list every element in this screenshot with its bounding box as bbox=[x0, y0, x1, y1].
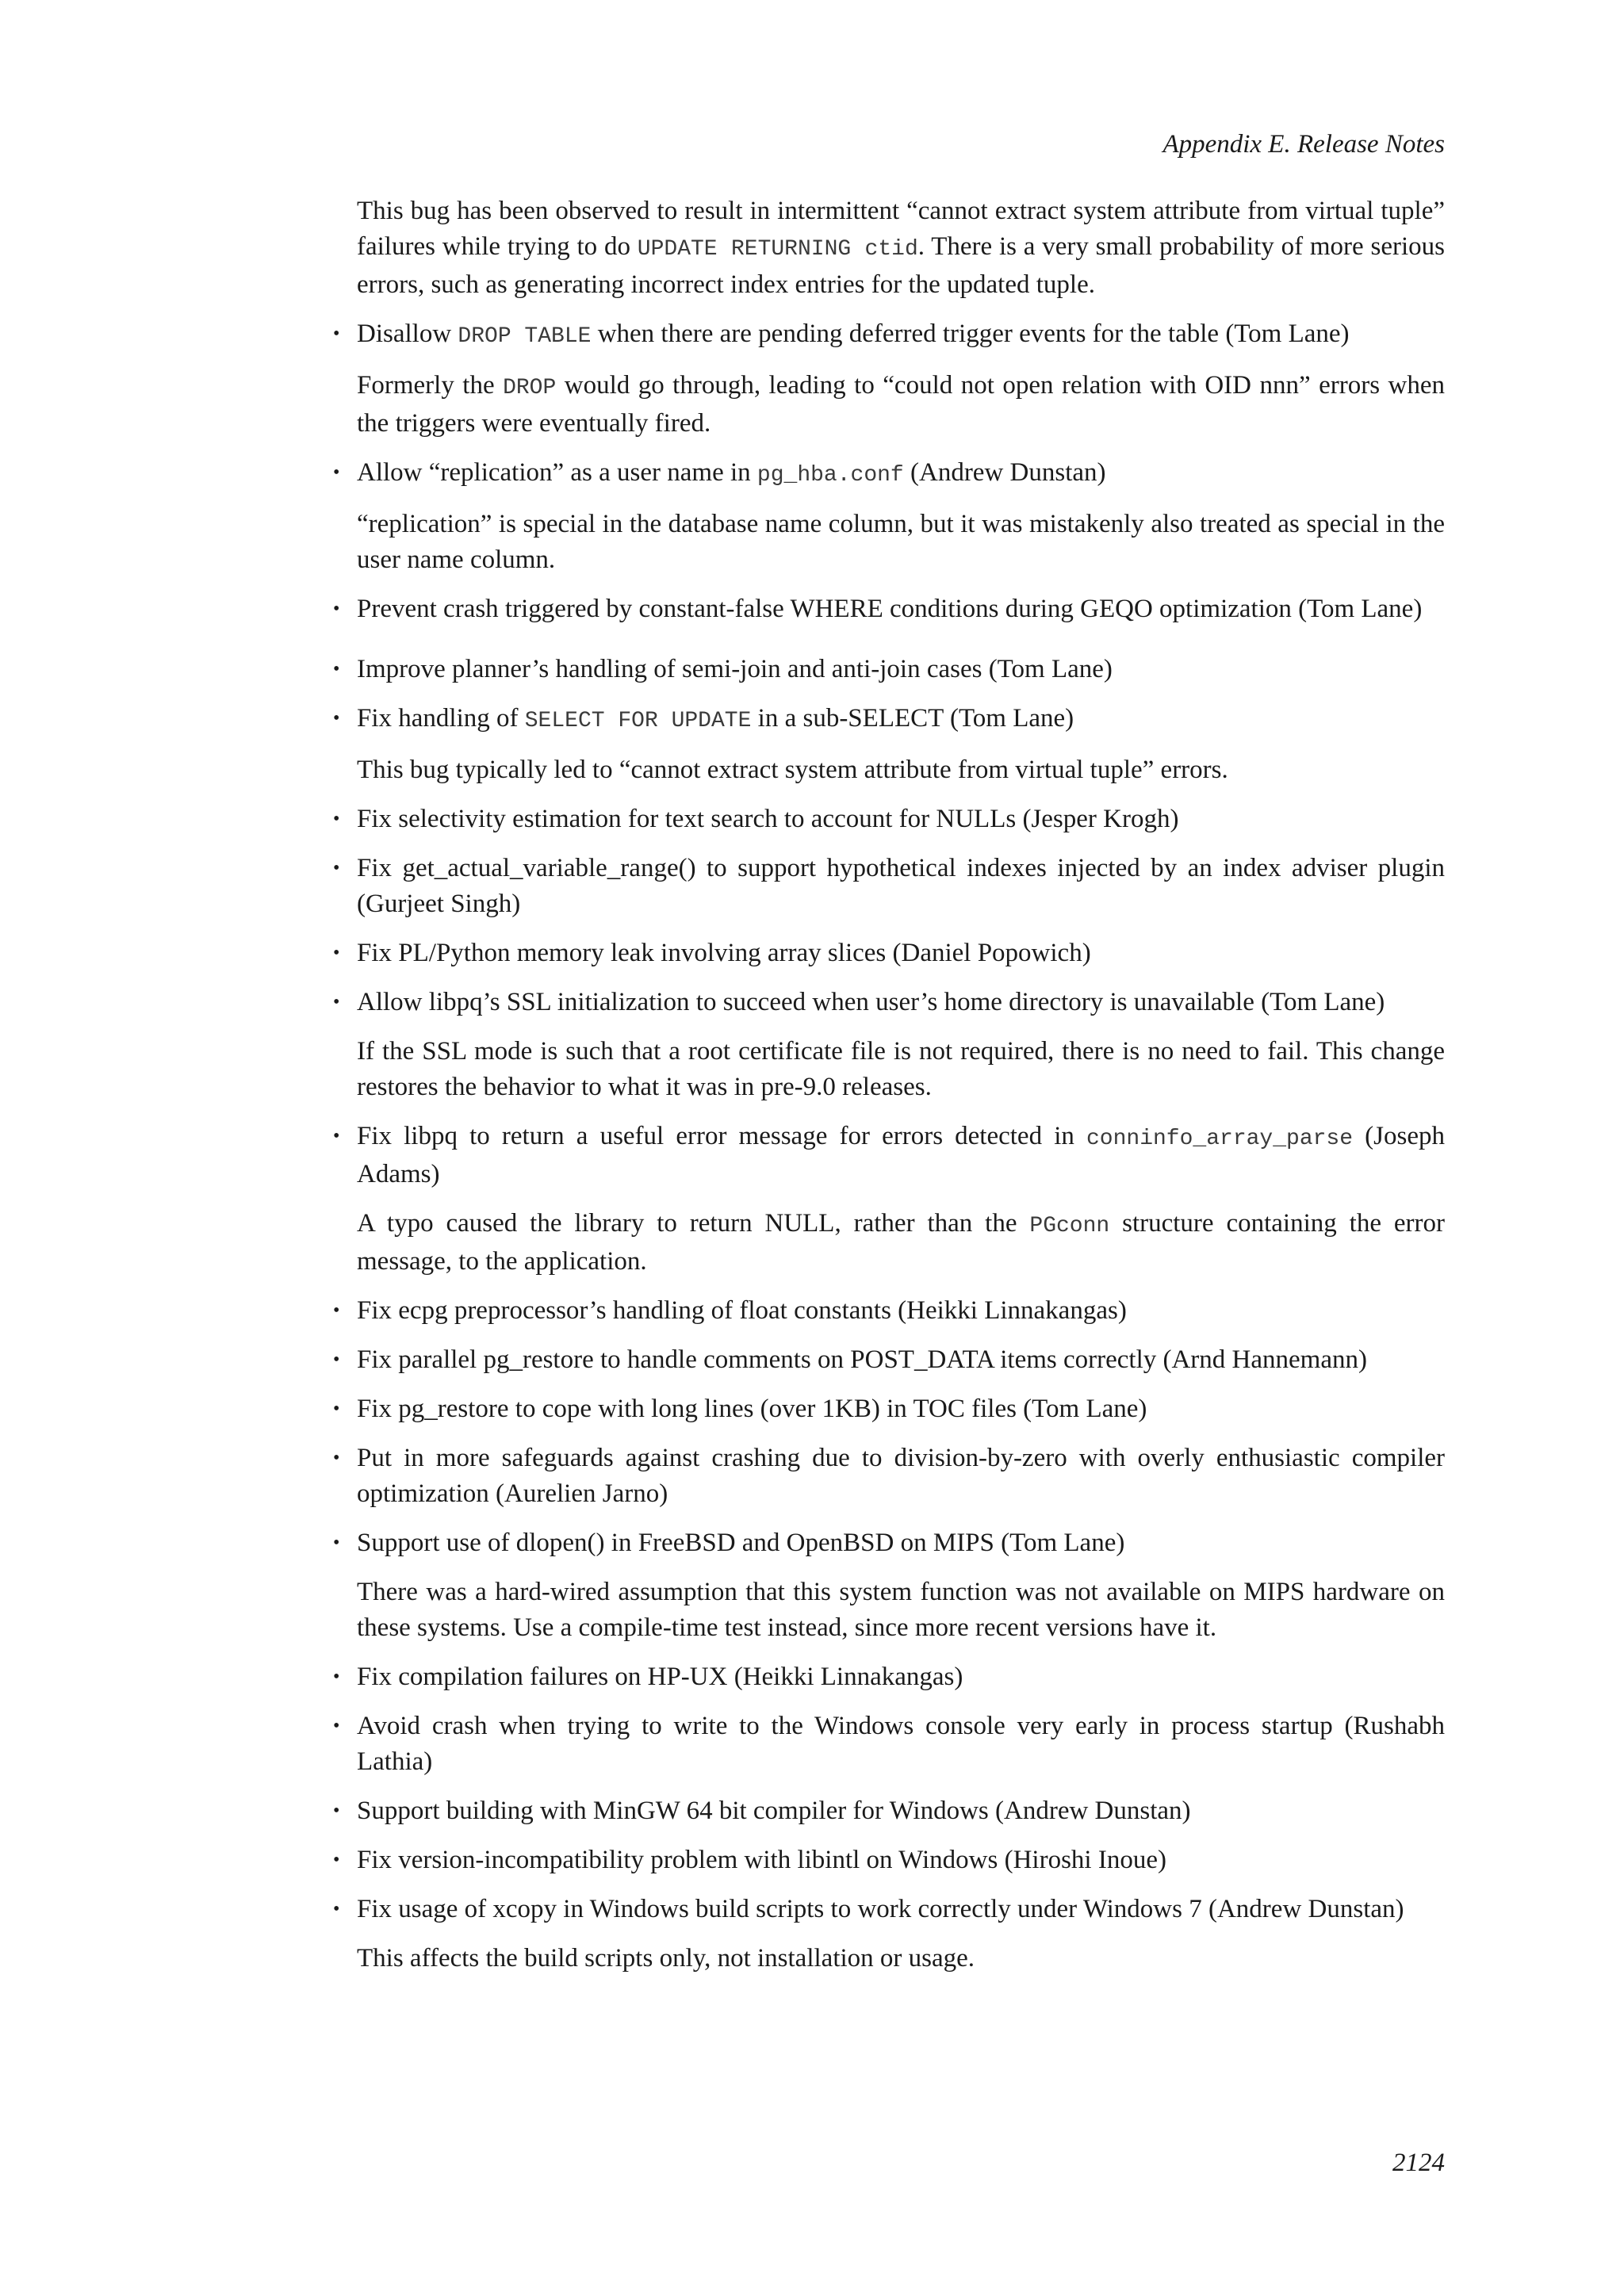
bullet: • bbox=[333, 943, 340, 963]
item-title: Prevent crash triggered by constant-false WHERE conditions during GEQO optimization (Tom Lane) bbox=[357, 595, 1423, 623]
page-content bbox=[333, 193, 1445, 1990]
text-span: (Andrew Dunstan) bbox=[903, 458, 1106, 487]
item-description bbox=[357, 1206, 1445, 1280]
bullet: • bbox=[333, 1800, 340, 1821]
bullet: • bbox=[333, 708, 340, 729]
text-span: in a sub-SELECT (Tom Lane) bbox=[751, 704, 1074, 733]
list-item bbox=[333, 802, 1445, 837]
list-item bbox=[333, 1892, 1445, 1976]
list-item bbox=[333, 851, 1445, 922]
text-span: Disallow bbox=[357, 320, 458, 348]
list-item bbox=[333, 985, 1445, 1105]
bullet: • bbox=[333, 1399, 340, 1419]
list-item bbox=[333, 1119, 1445, 1280]
item-description: “replication” is special in the database name column, but it was mistakenly also treated as special in the user name column. bbox=[357, 510, 1445, 574]
item-title: Fix PL/Python memory leak involving array slices (Daniel Popowich) bbox=[357, 939, 1091, 967]
bullet: • bbox=[333, 992, 340, 1012]
item-title: Fix ecpg preprocessor’s handling of float constants (Heikki Linnakangas) bbox=[357, 1296, 1127, 1325]
item-title: Support use of dlopen() in FreeBSD and OpenBSD on MIPS (Tom Lane) bbox=[357, 1529, 1125, 1557]
item-title: Fix selectivity estimation for text search to account for NULLs (Jesper Krogh) bbox=[357, 805, 1179, 833]
text-span: A typo caused the library to return NULL, rather than the bbox=[357, 1209, 1030, 1238]
item-description: This affects the build scripts only, not installation or usage. bbox=[357, 1944, 975, 1973]
item-title: Fix get_actual_variable_range() to support hypothetical indexes injected by an index adviser plugin (Gurjeet Singh) bbox=[357, 854, 1445, 918]
list-item bbox=[333, 652, 1445, 687]
bullet: • bbox=[333, 659, 340, 679]
list-item bbox=[333, 591, 1445, 652]
text-span: Allow “replication” as a user name in bbox=[357, 458, 757, 487]
item-title: Avoid crash when trying to write to the Windows console very early in process startup (Rushabh Lathia) bbox=[357, 1712, 1445, 1776]
text-span: Fix libpq to return a useful error message for errors detected in bbox=[357, 1122, 1086, 1150]
text-span: Fix handling of bbox=[357, 704, 525, 733]
text-span: Formerly the bbox=[357, 371, 504, 400]
list-item bbox=[333, 455, 1445, 578]
code-literal: conninfo_array_parse bbox=[1086, 1127, 1354, 1151]
release-notes-list bbox=[333, 316, 1445, 1976]
code-literal: DROP TABLE bbox=[458, 324, 592, 349]
bullet: • bbox=[333, 1716, 340, 1736]
code-literal: PGconn bbox=[1029, 1214, 1110, 1238]
item-title: Allow libpq’s SSL initialization to succeed when user’s home directory is unavailable (Tom Lane) bbox=[357, 988, 1385, 1016]
list-item bbox=[333, 1659, 1445, 1695]
bullet: • bbox=[333, 462, 340, 483]
bullet: • bbox=[333, 1667, 340, 1687]
list-item bbox=[333, 1391, 1445, 1427]
list-item bbox=[333, 1843, 1445, 1878]
item-title: Put in more safeguards against crashing due to division-by-zero with overly enthusiastic compiler optimization (Aurelien Jarno) bbox=[357, 1444, 1445, 1508]
bullet: • bbox=[333, 858, 340, 878]
list-item bbox=[333, 1709, 1445, 1780]
text-span: structure containing the error message, to the application. bbox=[357, 1209, 1445, 1276]
code-literal: DROP bbox=[503, 376, 557, 400]
bullet: • bbox=[333, 809, 340, 829]
code-literal: SELECT FOR UPDATE bbox=[524, 709, 752, 733]
item-title bbox=[357, 1119, 1445, 1192]
spacer bbox=[357, 641, 1445, 652]
item-title: Fix compilation failures on HP-UX (Heikki Linnakangas) bbox=[357, 1663, 963, 1691]
item-title bbox=[357, 455, 1445, 493]
bullet: • bbox=[333, 323, 340, 344]
text-span: would go through, leading to “could not open relation with OID nnn” errors when the triggers were eventually fired. bbox=[357, 371, 1445, 438]
bullet: • bbox=[333, 1448, 340, 1468]
list-item bbox=[333, 701, 1445, 788]
list-item bbox=[333, 1793, 1445, 1829]
intro-paragraph bbox=[357, 193, 1445, 303]
page-number: 2124 bbox=[1392, 2149, 1445, 2177]
list-item bbox=[333, 1293, 1445, 1329]
item-description: This bug typically led to “cannot extract system attribute from virtual tuple” errors. bbox=[357, 756, 1228, 784]
item-description bbox=[357, 368, 1445, 442]
text-span: when there are pending deferred trigger events for the table (Tom Lane) bbox=[591, 320, 1350, 348]
list-item bbox=[333, 316, 1445, 442]
item-title: Support building with MinGW 64 bit compiler for Windows (Andrew Dunstan) bbox=[357, 1797, 1191, 1825]
running-header: Appendix E. Release Notes bbox=[1162, 130, 1445, 159]
bullet: • bbox=[333, 1899, 340, 1919]
list-item bbox=[333, 936, 1445, 971]
item-title bbox=[357, 701, 1445, 739]
item-title: Improve planner’s handling of semi-join and anti-join cases (Tom Lane) bbox=[357, 655, 1113, 683]
item-title: Fix usage of xcopy in Windows build scripts to work correctly under Windows 7 (Andrew Dunstan) bbox=[357, 1895, 1404, 1923]
text-span: . There is a very small probability of more serious errors, such as generating incorrect index entries for the updated tuple. bbox=[357, 232, 1445, 299]
item-title: Fix version-incompatibility problem with libintl on Windows (Hiroshi Inoue) bbox=[357, 1846, 1166, 1874]
code-literal: UPDATE RETURNING ctid bbox=[637, 237, 918, 262]
list-item bbox=[333, 1441, 1445, 1512]
item-description: If the SSL mode is such that a root certificate file is not required, there is no need to fail. This change restores the behavior to what it was in pre-9.0 releases. bbox=[357, 1037, 1445, 1101]
bullet: • bbox=[333, 1850, 340, 1870]
item-title: Fix parallel pg_restore to handle comments on POST_DATA items correctly (Arnd Hannemann) bbox=[357, 1345, 1367, 1374]
bullet: • bbox=[333, 1300, 340, 1321]
bullet: • bbox=[333, 1533, 340, 1553]
item-title: Fix pg_restore to cope with long lines (over 1KB) in TOC files (Tom Lane) bbox=[357, 1395, 1147, 1423]
list-item bbox=[333, 1525, 1445, 1646]
bullet: • bbox=[333, 599, 340, 619]
item-title bbox=[357, 316, 1445, 354]
bullet: • bbox=[333, 1126, 340, 1146]
text-span: (Joseph Adams) bbox=[357, 1122, 1445, 1188]
bullet: • bbox=[333, 1349, 340, 1370]
text-span: This bug has been observed to result in intermittent “cannot extract system attribute from virtual tuple” failures while trying to do bbox=[357, 197, 1445, 261]
list-item bbox=[333, 1342, 1445, 1378]
item-description: There was a hard-wired assumption that this system function was not available on MIPS hardware on these systems. Use a compile-time test instead, since more recent versions have it. bbox=[357, 1578, 1445, 1642]
code-literal: pg_hba.conf bbox=[756, 463, 904, 488]
